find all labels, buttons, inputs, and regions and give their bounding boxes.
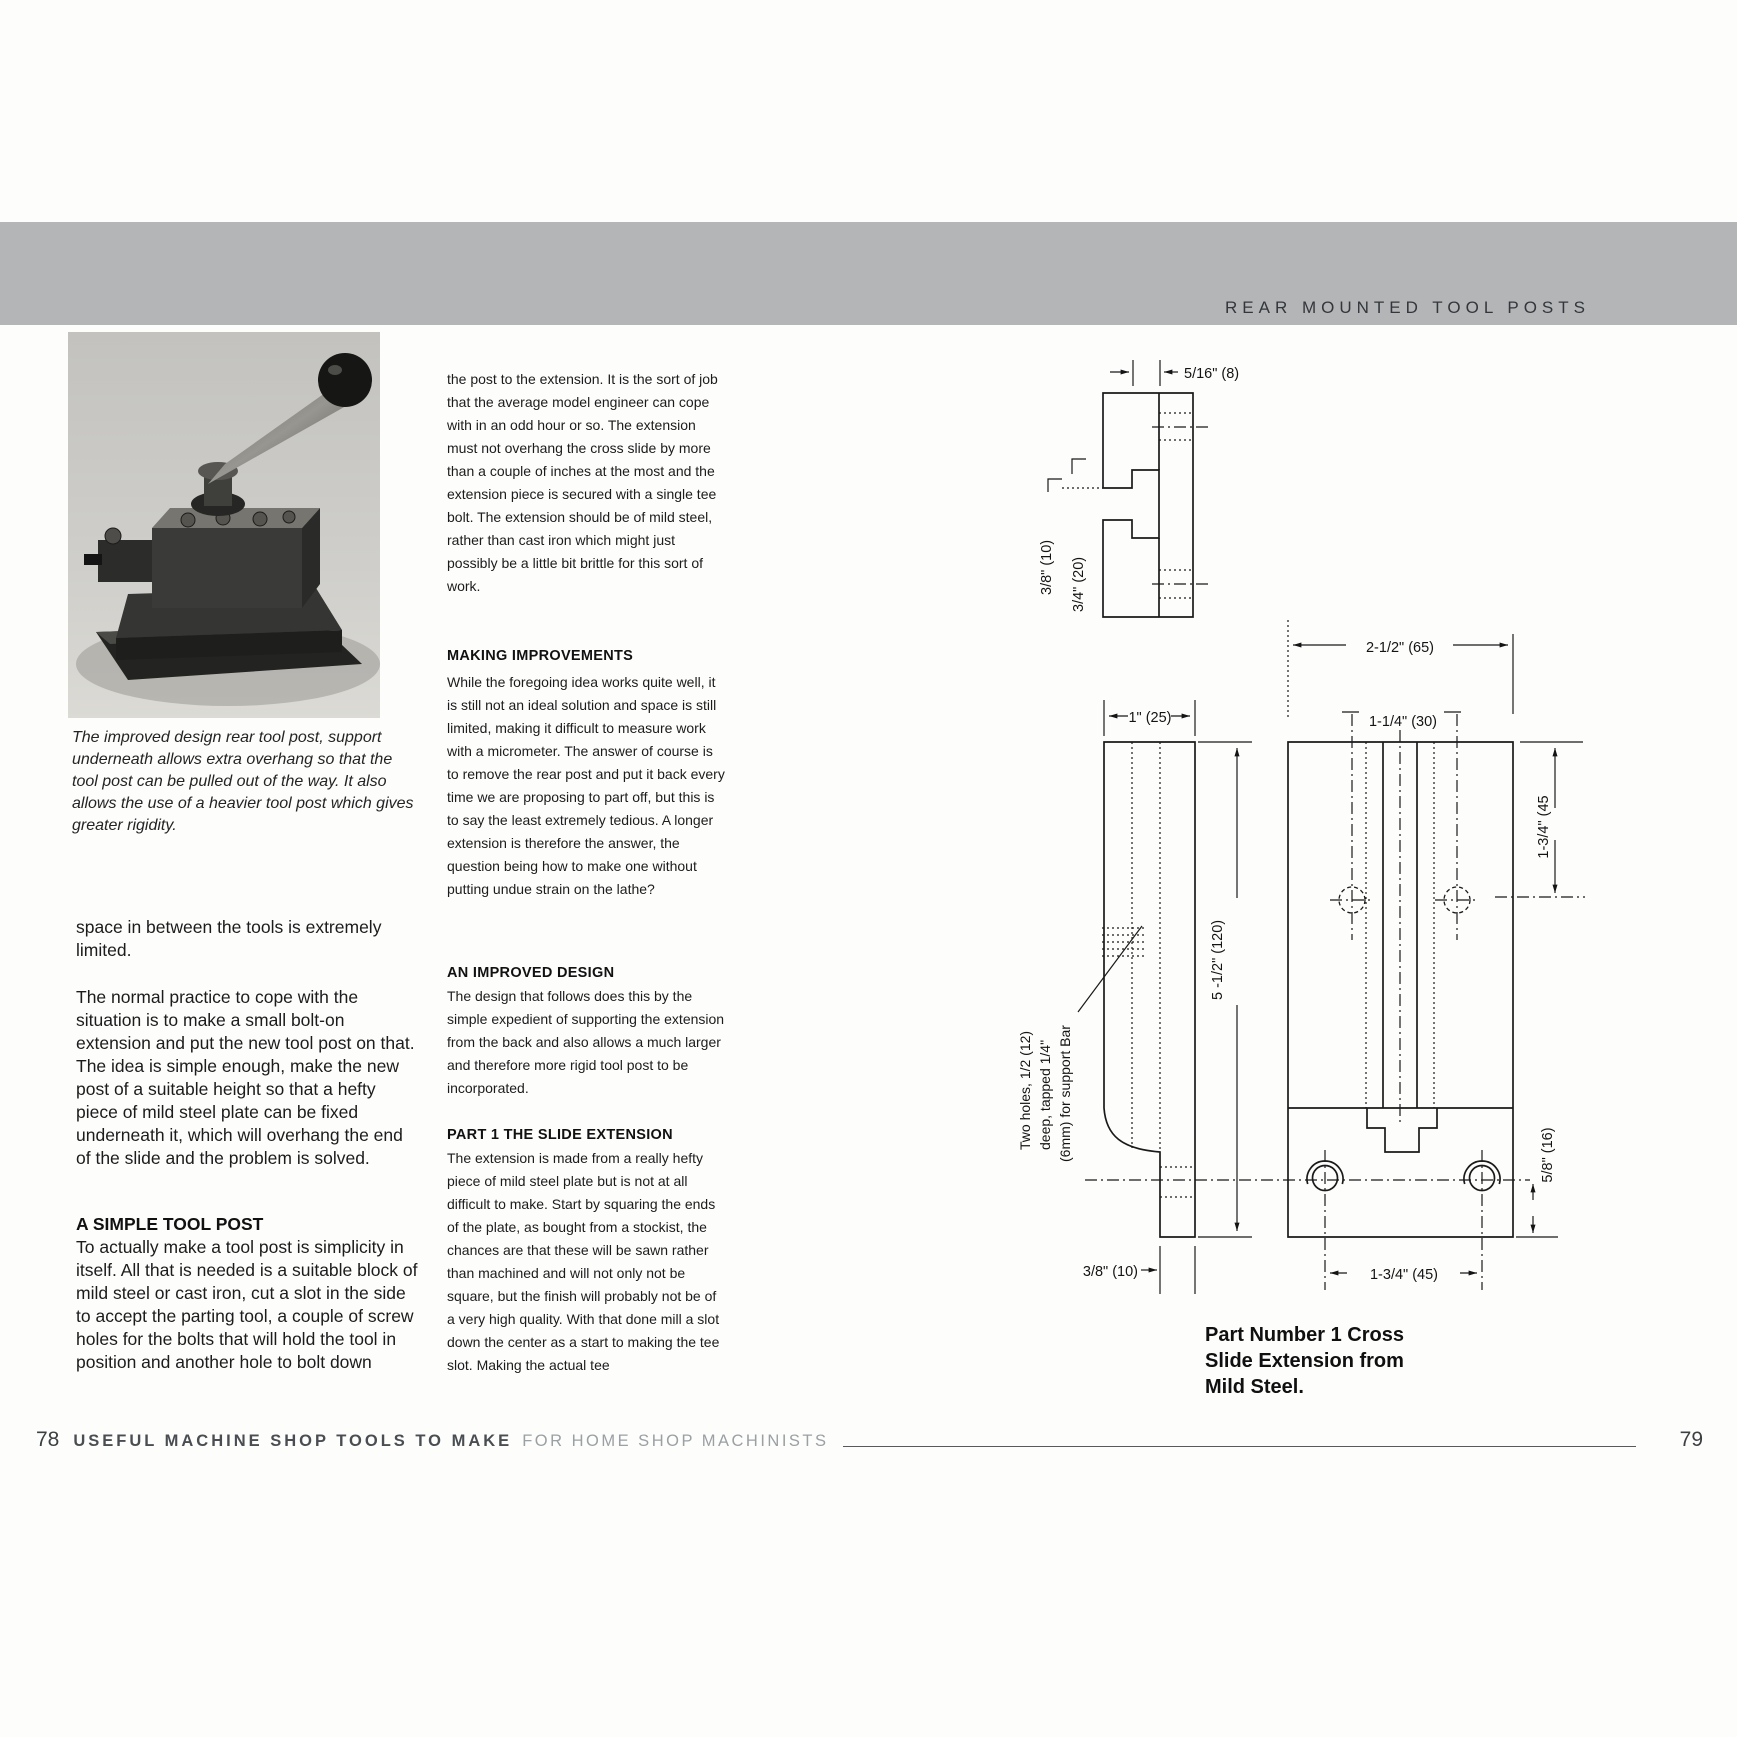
leader-bracket	[1072, 459, 1086, 474]
tool-post-photo	[68, 332, 380, 718]
side-view-outline	[1104, 742, 1195, 1237]
page-number-left: 78	[36, 1428, 60, 1451]
ball-highlight	[328, 365, 342, 375]
dim-slot-depth: 5/16" (8)	[1184, 366, 1240, 382]
post-bolt	[283, 511, 295, 523]
mid-col-para-3: The design that follows does this by the simple expedient of supporting the extension from the back and also allows a much larger and therefore more rigid tool post to be incorporated.	[447, 988, 725, 1096]
photo-caption: The improved design rear tool post, support underneath allows extra overhang so that the tool post can be pulled out of the way. It also allows the use of a heavier tool post which gives greater rigidity.	[72, 729, 414, 834]
post-bolt	[253, 512, 267, 526]
post-bolt	[181, 513, 195, 527]
side-tool-holder	[98, 540, 156, 582]
drawing-caption: Part Number 1 Cross Slide Extension from Mild Steel.	[1205, 1324, 1404, 1398]
holder-bolt	[105, 528, 121, 544]
book-title: USEFUL MACHINE SHOP TOOLS TO MAKE	[73, 1432, 513, 1450]
dim-hole-offset-top: 1-3/4" (45	[1536, 795, 1552, 859]
holes-note-line1: Two holes, 1/2 (12)	[1017, 1030, 1033, 1150]
dim-foot-width: 3/8" (10)	[1082, 1264, 1138, 1280]
technical-drawing	[900, 330, 1620, 1300]
tool-post-block	[152, 528, 302, 608]
left-col-para-3: To actually make a tool post is simplicity in itself. All that is needed is a suitable block of mild steel or cast iron, cut a slot in the side to accept the parting tool, a couple of screw holes for the bolts that will hold the tool in position and another hole to bolt down	[76, 1237, 418, 1372]
chapter-title: REAR MOUNTED TOOL POSTS	[1224, 298, 1590, 317]
lever-ball	[318, 353, 372, 407]
leader-bracket	[1048, 479, 1062, 492]
left-col-para-1: space in between the tools is extremely limited.	[76, 917, 382, 960]
book-subtitle: FOR HOME SHOP MACHINISTS	[522, 1432, 829, 1450]
heading-a-simple-tool-post: A SIMPLE TOOL POST	[76, 1214, 264, 1234]
holes-note-line3: (6mm) for support Bar	[1057, 1025, 1073, 1162]
dim-hole-spacing: 1-1/4" (30)	[1368, 714, 1438, 730]
mid-col-para-1: the post to the extension. It is the sort of job that the average model engineer can cope with in an odd hour or so. The extension must not overhang the cross slide by more than a couple of inches at the most and the extension piece is secured with a single tee bolt. The extension should be of mild steel, rather than cast iron which might just possibly be a little bit brittle for this sort of work.	[447, 371, 718, 594]
heading-an-improved-design: AN IMPROVED DESIGN	[447, 965, 615, 981]
dim-slot-width-large: 3/4" (20)	[1071, 556, 1087, 612]
dim-hole-offset-bottom: 5/8" (16)	[1540, 1127, 1556, 1183]
heading-making-improvements: MAKING IMPROVEMENTS	[447, 648, 634, 664]
dim-plate-length: 5 -1/2" (120)	[1210, 919, 1226, 1000]
dim-plate-width: 2-1/2" (65)	[1365, 640, 1435, 656]
header-band	[0, 222, 1737, 325]
heading-part-1-slide-extension: PART 1 THE SLIDE EXTENSION	[447, 1127, 673, 1143]
dim-bottom-hole-spacing: 1-3/4" (45)	[1369, 1267, 1439, 1283]
mid-col-para-4: The extension is made from a really hefty piece of mild steel plate but is not at all difficult to make. Start by squaring the ends of the plate, as bought from a stockist, the chances are that these will be sawn rather than machined and will not only not be square, but the finish will probably not be of a very high quality. With that done mill a slot down the center as a start to making the tee slot. Making the actual tee	[447, 1150, 720, 1373]
footer	[36, 1428, 1703, 1452]
slot-end-pocket	[1367, 1108, 1437, 1152]
tool-bit	[84, 554, 102, 565]
footer-rule	[843, 1446, 1636, 1447]
mid-col-para-2: While the foregoing idea works quite well, it is still not an ideal solution and space is still limited, making it difficult to measure work with a micrometer. The answer of course is to remove the rear post and put it back every time we are proposing to part off, but this is to say the least extremely tedious. A longer extension is therefore the answer, the question being how to make one without putting undue strain on the lathe?	[447, 674, 725, 897]
page-number-right: 79	[1679, 1428, 1703, 1451]
holes-note-line2: deep, tapped 1/4"	[1037, 1039, 1053, 1150]
dim-slot-width-small: 3/8" (10)	[1039, 539, 1055, 595]
left-col-para-2: The normal practice to cope with the situation is to make a small bolt-on extension and put the new tool post on that. The idea is simple enough, make the new post of a suitable height so that a hefty piece of mild steel plate can be fixed underneath it, which will overhang the end of the slide and the problem is solved.	[76, 987, 415, 1168]
dim-plate-thickness: 1" (25)	[1128, 710, 1172, 726]
